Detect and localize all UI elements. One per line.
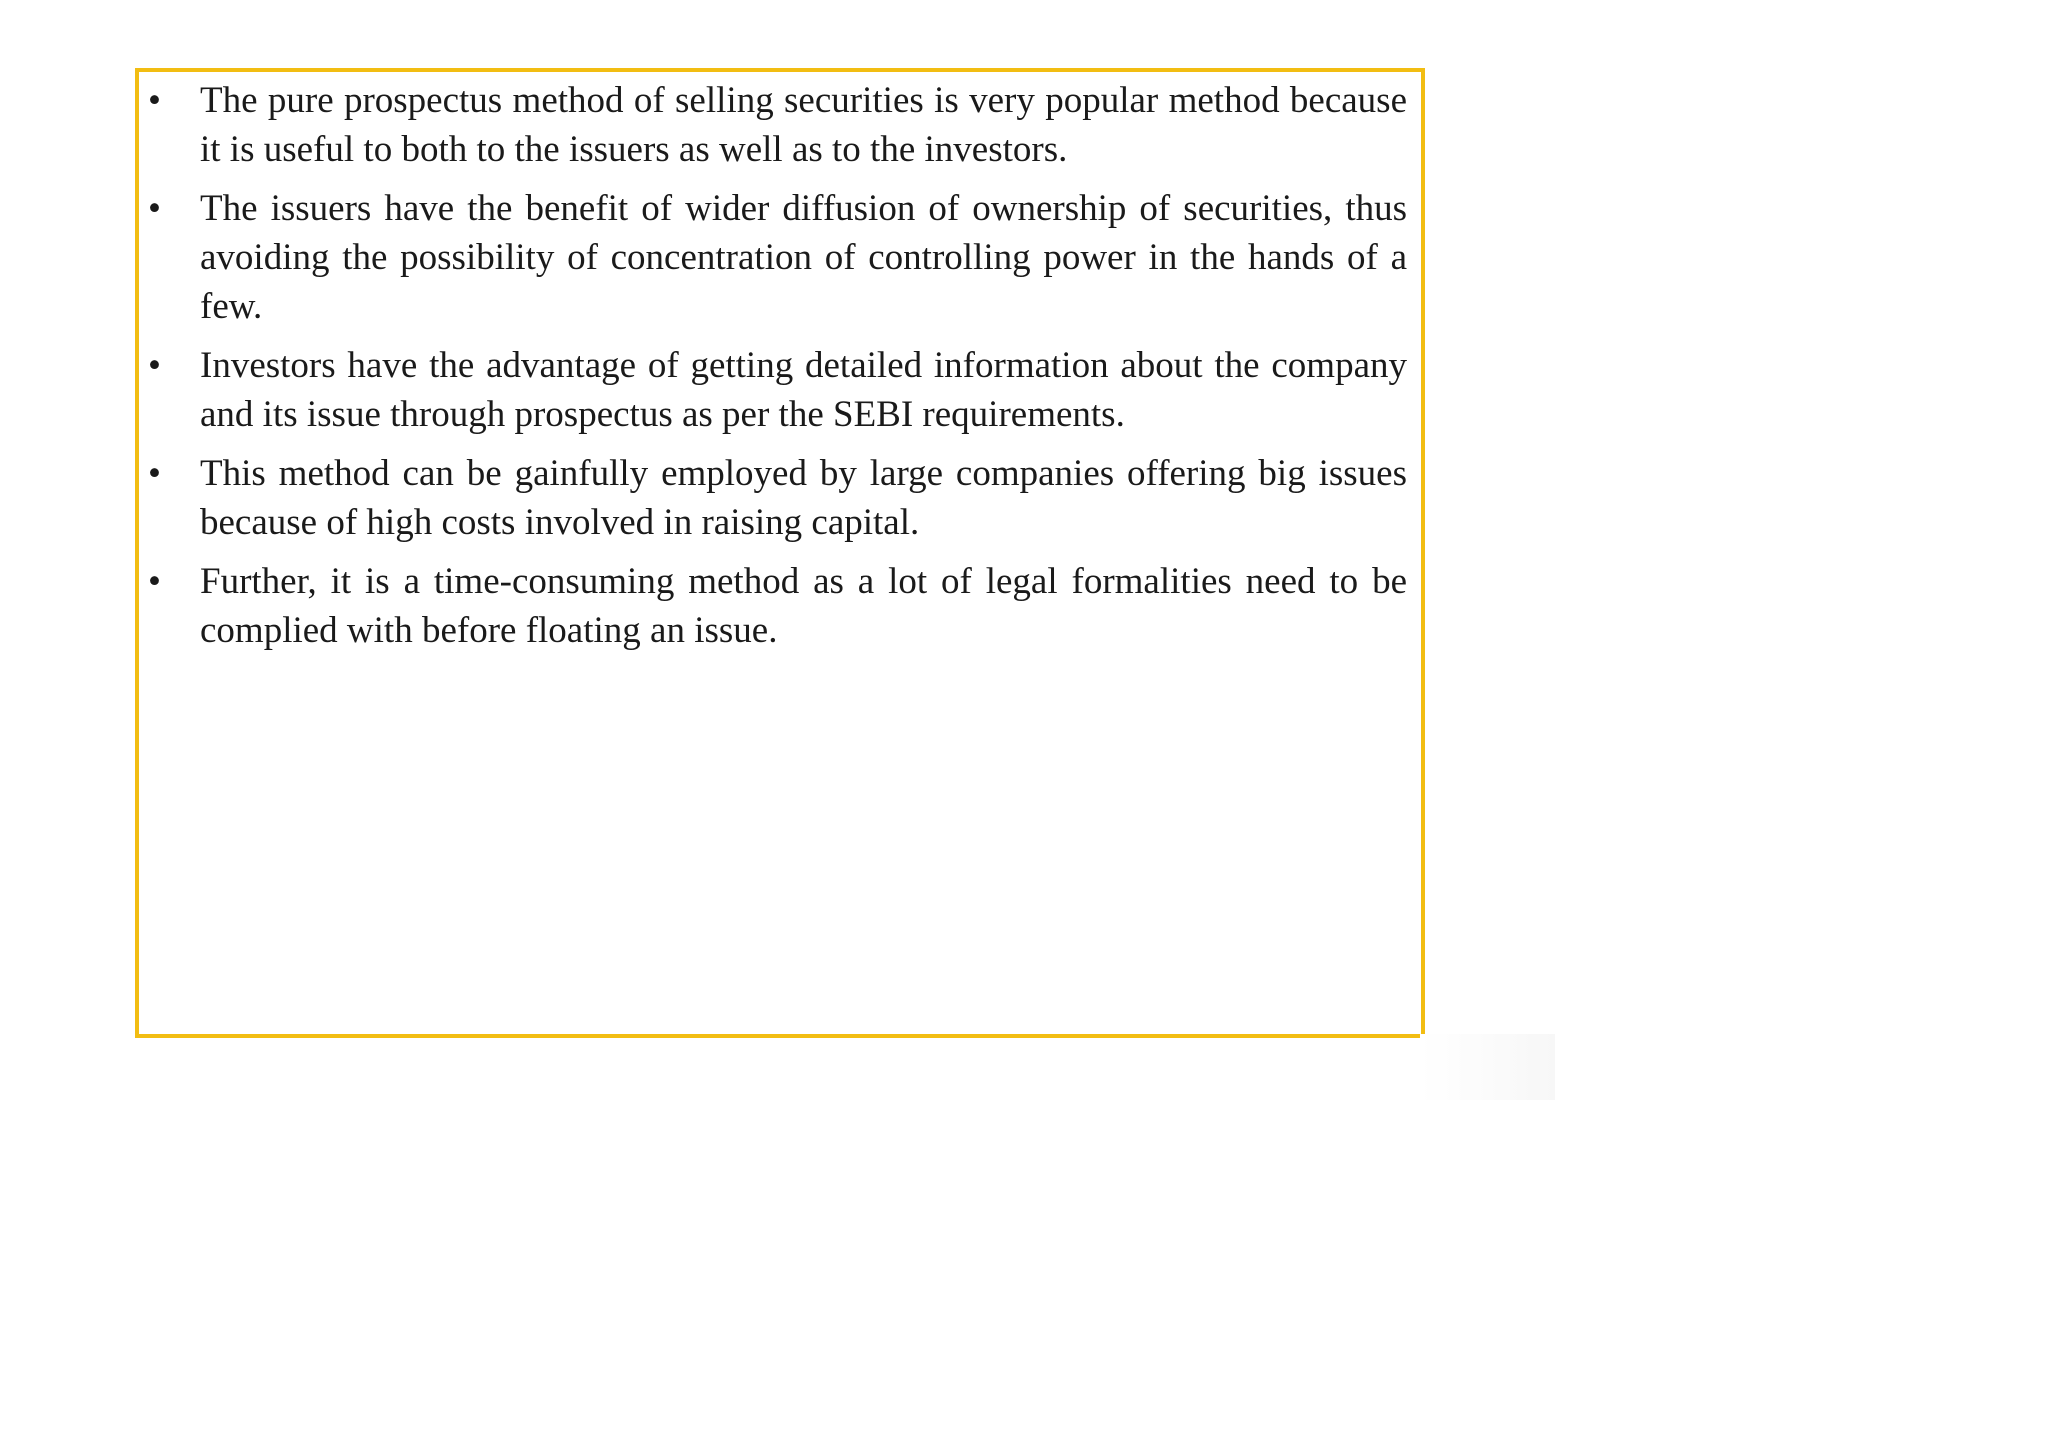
- bullet-text: Further, it is a time-consuming method as a lot of legal formalities need to be complied with before floating an issue.: [200, 561, 1407, 651]
- bullet-icon: •: [148, 188, 161, 229]
- bullet-icon: •: [148, 453, 161, 494]
- bullet-list: [0, 76, 1417, 665]
- bullet-text: The issuers have the benefit of wider diffusion of ownership of securities, thus avoiding the possibility of concentration of controlling power in the hands of a few.: [200, 188, 1407, 327]
- bullet-icon: •: [148, 345, 161, 386]
- bullet-item: [0, 449, 1417, 547]
- bullet-text: This method can be gainfully employed by large companies offering big issues because of high costs involved in raising capital.: [200, 453, 1407, 543]
- bullet-text: The pure prospectus method of selling securities is very popular method because it is useful to both to the issuers as well as to the investors.: [200, 80, 1407, 170]
- bullet-item: [0, 557, 1417, 655]
- corner-shade: [1420, 1034, 1555, 1100]
- bullet-text: Investors have the advantage of getting detailed information about the company and its issue through prospectus as per the SEBI requirements.: [200, 345, 1407, 435]
- bullet-item: [0, 76, 1417, 174]
- bullet-item: [0, 184, 1417, 331]
- bullet-item: [0, 341, 1417, 439]
- bullet-icon: •: [148, 561, 161, 602]
- bullet-icon: •: [148, 80, 161, 121]
